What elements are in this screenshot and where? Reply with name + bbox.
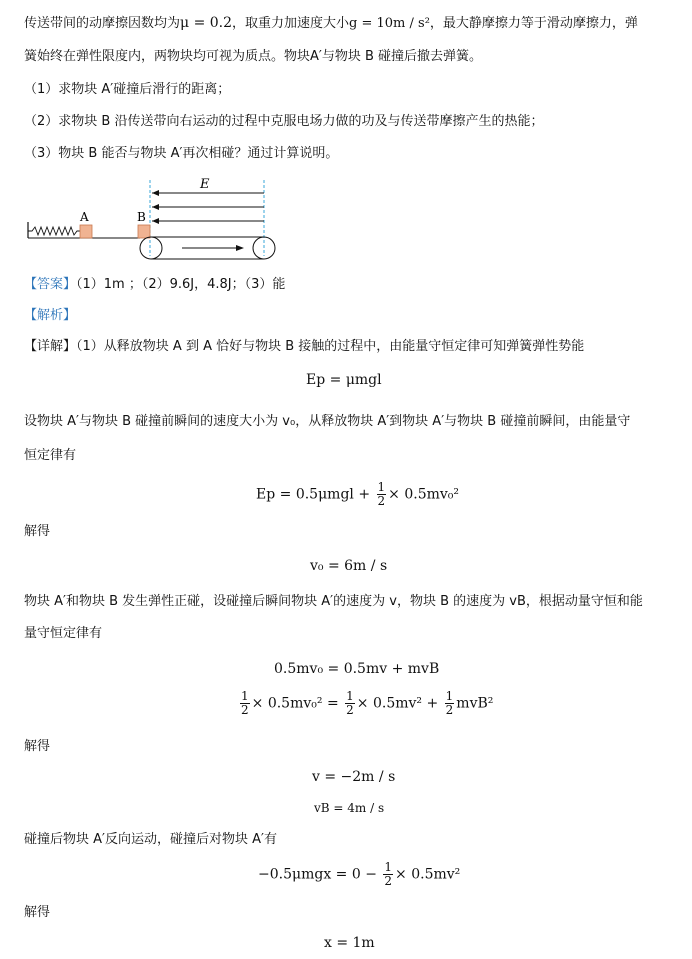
equation-7: vB = 4m / s: [314, 801, 385, 815]
numerator: 1: [377, 480, 386, 494]
eq8-right: × 0.5mv²: [395, 866, 461, 883]
problem-line-2: 簧始终在弹性限度内，两物块均可视为质点。物块A′与物块 B 碰撞后撤去弹簧。: [24, 49, 483, 64]
text-segment: ，最大静摩擦力等于滑动摩擦力，弹: [429, 16, 638, 31]
equation-2: [256, 481, 459, 508]
equation-5: [238, 690, 493, 717]
answer-line: [24, 276, 285, 294]
label-A: A: [80, 210, 89, 224]
numerator: 1: [384, 860, 393, 874]
answer-tag: 【答案】: [24, 277, 77, 292]
label-B: B: [137, 210, 146, 224]
fraction-half: [377, 481, 387, 508]
belt-arrow-head: [236, 245, 244, 251]
equation-4: 0.5mv₀ = 0.5mv + mvB: [274, 661, 440, 677]
detail-line-6: 碰撞后物块 A′反向运动，碰撞后对物块 A′有: [24, 832, 277, 847]
detail-line-4: 物块 A′和物块 B 发生弹性正碰，设碰撞后瞬间物块 A′的速度为 v，物块 B 的速度为 vB，根据动量守恒和能: [24, 594, 643, 609]
text-segment: 传送带间的动摩擦因数均为: [24, 16, 181, 31]
conveyor-diagram: [22, 176, 292, 268]
question-2: （2）求物块 B 沿传送带向右运动的过程中克服电场力做的功及与传送带摩擦产生的热能；: [24, 114, 544, 129]
field-arrow-2: [152, 218, 159, 224]
detail-line-5: 量守恒定律有: [24, 626, 103, 641]
numerator: 1: [346, 689, 354, 703]
question-1: （1）求物块 A′碰撞后滑行的距离；: [24, 82, 231, 97]
equation-1: Ep = μmgl: [306, 372, 382, 388]
answer-text: （1）1m ；（2）9.6J，4.8J；（3）能: [76, 277, 286, 292]
eq5-part-c: mvB²: [456, 695, 494, 712]
label-E: E: [200, 177, 210, 192]
g-value: g = 10m / s²: [349, 16, 430, 31]
E-arrow-head: [152, 190, 159, 196]
equation-6: v = −2m / s: [312, 769, 396, 785]
eq5-part-a: × 0.5mv₀² =: [251, 695, 344, 712]
denominator: 2: [346, 703, 354, 717]
detail-line-2: 设物块 A′与物块 B 碰撞前瞬间的速度大小为 v₀，从释放物块 A′到物块 A′与物块 B 碰撞前瞬间，由能量守: [24, 414, 631, 429]
left-roller: [140, 237, 162, 259]
detail-text: （1）从释放物块 A 到 A 恰好与物块 B 接触的过程中，由能量守恒定律可知弹簧弹性势能: [76, 339, 585, 354]
question-3: （3）物块 B 能否与物块 A′再次相碰？通过计算说明。: [24, 146, 339, 161]
detail-line-3: 恒定律有: [24, 448, 77, 463]
text-segment: ，取重力加速度大小: [232, 16, 350, 31]
block-B: [138, 225, 150, 238]
eq5-part-b: × 0.5mv² +: [356, 695, 443, 712]
eq2-right: × 0.5mv₀²: [388, 486, 460, 503]
spring: [28, 227, 80, 235]
field-arrow-1: [152, 204, 159, 210]
solve-label-2: 解得: [24, 739, 51, 754]
detail-line-1: [24, 338, 584, 356]
denominator: 2: [241, 703, 249, 717]
denominator: 2: [384, 874, 393, 888]
fraction-half: [383, 861, 393, 888]
block-A: [80, 225, 92, 238]
fraction-half: [445, 690, 455, 717]
problem-line-1: [24, 13, 638, 33]
denominator: 2: [445, 703, 454, 717]
equation-9: x = 1m: [324, 935, 375, 951]
solve-label-3: 解得: [24, 905, 51, 920]
numerator: 1: [241, 689, 249, 703]
solve-label-1: 解得: [24, 524, 51, 539]
fraction-half: [240, 690, 250, 717]
equation-3: v₀ = 6m / s: [310, 558, 388, 574]
analysis-tag: 【解析】: [24, 308, 77, 323]
numerator: 1: [445, 689, 454, 703]
mu-value: μ = 0.2: [180, 15, 233, 31]
equation-8: [258, 861, 460, 888]
denominator: 2: [377, 494, 386, 508]
fraction-half: [345, 690, 355, 717]
detail-tag: 【详解】: [24, 339, 77, 354]
eq2-left: Ep = 0.5μmgl +: [256, 486, 375, 503]
eq8-left: −0.5μmgx = 0 −: [258, 866, 382, 883]
